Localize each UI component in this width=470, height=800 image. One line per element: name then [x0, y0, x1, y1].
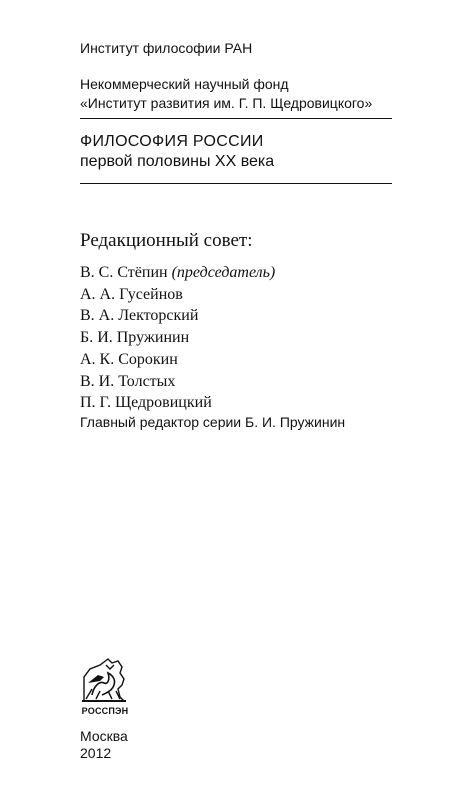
board-member-name: Б. И. Пружинин	[80, 329, 190, 347]
board-member	[80, 305, 275, 327]
board-member	[80, 284, 275, 306]
board-member-name: П. Г. Щедровицкий	[80, 394, 212, 412]
editorial-board-title: Редакционный совет:	[80, 230, 253, 251]
divider-bottom	[80, 183, 392, 184]
board-member-name: А. К. Сорокин	[80, 350, 178, 368]
board-member-name: В. С. Стёпин	[80, 264, 168, 281]
publisher-logo-text: РОССПЭН	[81, 706, 129, 716]
institute-name: Институт философии РАН	[80, 40, 253, 56]
board-member	[80, 392, 275, 414]
series-title-line2: первой половины XX века	[80, 153, 275, 170]
publication-year: 2012	[80, 745, 112, 761]
board-member	[80, 327, 275, 349]
board-member-role: (председатель)	[171, 264, 276, 281]
fund-name-line2: «Институт развития им. Г. П. Щедровицкого»	[80, 95, 373, 111]
editorial-board-list	[80, 262, 275, 414]
series-title-line1: ФИЛОСОФИЯ РОССИИ	[80, 133, 264, 150]
publisher-city: Москва	[80, 728, 128, 744]
board-member-name: А. А. Гусейнов	[80, 285, 183, 303]
board-member	[80, 262, 275, 284]
board-member-name: В. И. Толстых	[80, 372, 176, 390]
divider-top	[80, 118, 392, 119]
board-member-name: В. А. Лекторский	[80, 307, 199, 325]
chief-editor: Главный редактор серии Б. И. Пружинин	[80, 414, 346, 430]
board-member	[80, 371, 275, 393]
board-member	[80, 349, 275, 371]
fund-name-line1: Некоммерческий научный фонд	[80, 76, 289, 92]
